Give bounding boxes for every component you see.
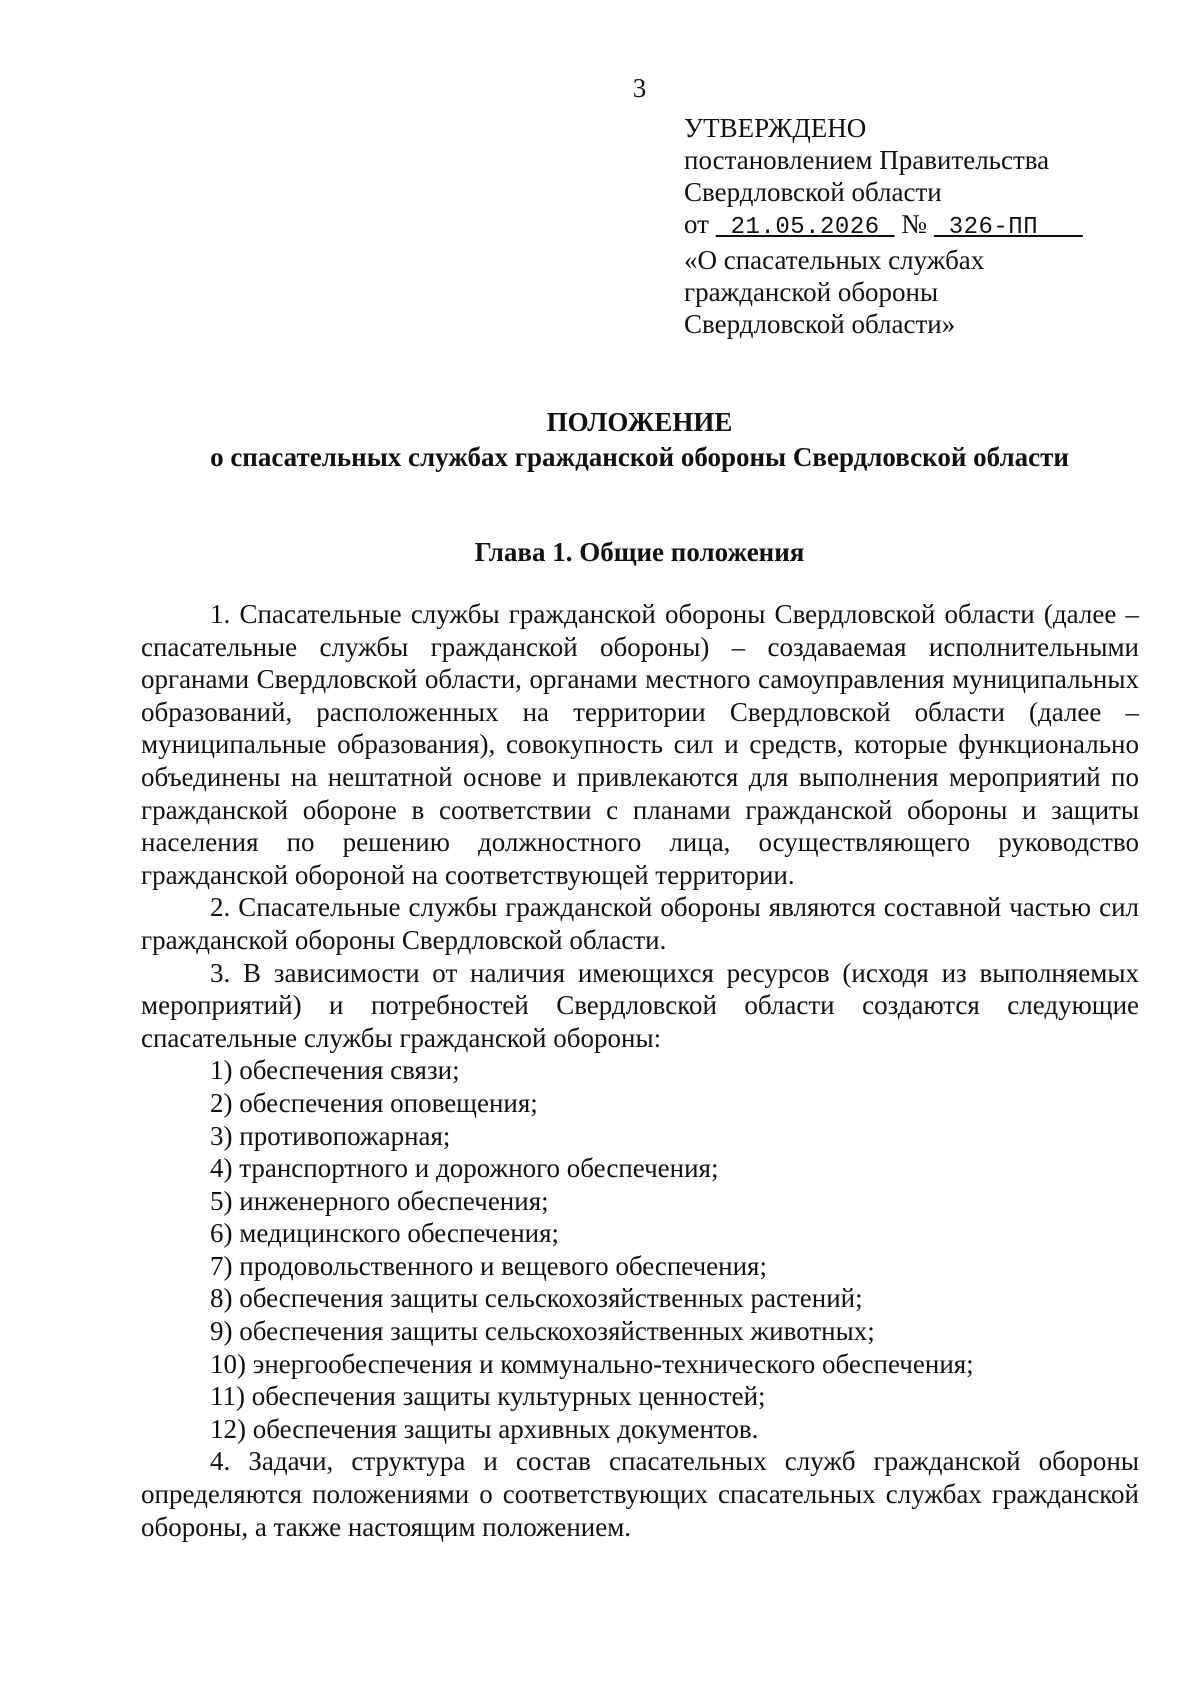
resolution-number: 326-ПП	[933, 214, 1083, 241]
number-sign: №	[901, 209, 928, 239]
paragraph: 4. Задачи, структура и состав спасательных служб гражданской обороны определяются положениями о соответствующих спасательных службах гражданской обороны, а также настоящим положением.	[141, 1446, 1139, 1542]
date-prefix: от	[684, 209, 709, 239]
approval-heading: УТВЕРЖДЕНО	[684, 113, 867, 143]
document-title: ПОЛОЖЕНИЕ	[546, 407, 733, 437]
resolution-date: 21.05.2026	[715, 214, 895, 241]
approval-title-line: Свердловской области»	[684, 309, 956, 339]
list-item: 9) обеспечения защиты сельскохозяйственных животных;	[210, 1316, 875, 1347]
list-item: 3) противопожарная;	[210, 1120, 451, 1151]
approval-title-line: гражданской обороны	[684, 277, 939, 307]
document-heading	[0, 405, 1200, 475]
document-body	[141, 598, 1139, 1543]
list-item: 8) обеспечения защиты сельскохозяйственных растений;	[210, 1283, 863, 1314]
approval-title-line: «О спасательных службах	[684, 245, 985, 275]
list-item: 2) обеспечения оповещения;	[210, 1087, 538, 1118]
approval-date-line	[684, 208, 1164, 244]
list-item: 5) инженерного обеспечения;	[210, 1185, 549, 1216]
list-item: 4) транспортного и дорожного обеспечения;	[210, 1153, 719, 1184]
approval-line: постановлением Правительства	[684, 145, 1050, 175]
list-item: 10) энергообеспечения и коммунально-технического обеспечения;	[210, 1348, 974, 1379]
chapter-heading: Глава 1. Общие положения	[474, 537, 805, 567]
approval-stamp	[684, 112, 1164, 340]
list-item: 1) обеспечения связи;	[210, 1055, 460, 1086]
list-item: 6) медицинского обеспечения;	[210, 1218, 560, 1249]
list-item: 11) обеспечения защиты культурных ценностей;	[210, 1381, 766, 1412]
paragraph: 3. В зависимости от наличия имеющихся ресурсов (исходя из выполняемых мероприятий) и потребностей Свердловской области создаются следующие спасательные службы гражданской обороны:	[141, 957, 1139, 1053]
list-item: 7) продовольственного и вещевого обеспечения;	[210, 1250, 767, 1281]
services-list	[141, 1054, 1139, 1445]
list-item: 12) обеспечения защиты архивных документов.	[210, 1413, 759, 1444]
approval-line: Свердловской области	[684, 177, 942, 207]
paragraph: 1. Спасательные службы гражданской обороны Свердловской области (далее – спасательные службы гражданской обороны) – создаваемая исполнительными органами Свердловской области, органами местного самоуправления муниципальных образований, расположенных на территории Свердловской области (далее – муниципальные образования), совокупность сил и средств, которые функционально объединены на нештатной основе и привлекаются для выполнения мероприятий по гражданской обороне в соответствии с планами гражданской обороны и защиты населения по решению должностного лица, осуществляющего руководство гражданской обороной на соответствующей территории.	[141, 599, 1139, 890]
paragraph: 2. Спасательные службы гражданской обороны являются составной частью сил гражданской обороны Свердловской области.	[141, 892, 1139, 955]
document-subtitle: о спасательных службах гражданской обороны Свердловской области	[210, 442, 1069, 472]
page-number: 3	[632, 73, 647, 103]
